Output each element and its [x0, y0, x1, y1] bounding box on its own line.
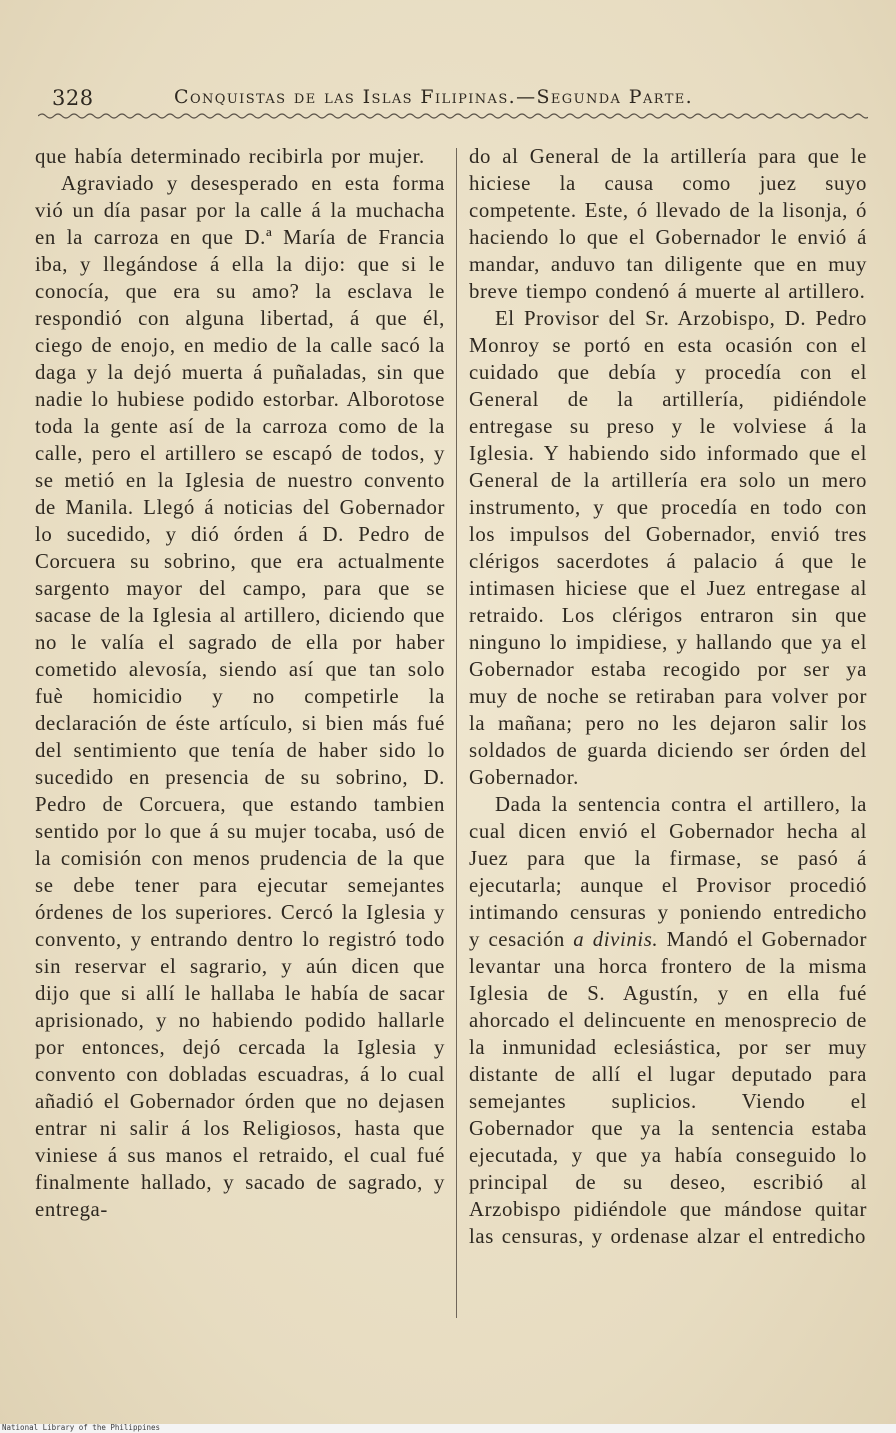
- header-wavy-rule: [38, 112, 868, 120]
- paragraph: [469, 791, 867, 1250]
- paragraph: Agraviado y desesperado en esta forma vió un día pasar por la calle á la muchacha en la carroza en que D.ª María de Francia iba, y llegándose á ella la dijo: que si le conocía, que era su amo? la esclava le respondió con alguna libertad, á que él, ciego de enojo, en medio de la calle sacó la daga y la dejó muerta á puñaladas, sin que nadie lo hubiese podido estorbar. Alborotose toda la gente así de la carroza como de la calle, pero el artillero se escapó de todos, y se metió en la Iglesia de nuestro convento de Manila. Llegó á noticias del Gobernador lo sucedido, y dió órden á D. Pedro de Corcuera su sobrino, que era actualmente sargento mayor del campo, para que se sacase de la Iglesia al artillero, diciendo que no le valía el sagrado de ella por haber cometido alevosía, siendo así que tan solo fuè homicidio y no competirle la declaración de éste artículo, si bien más fué del sentimiento que tenía de haber sido lo sucedido en presencia de su sobrino, D. Pedro de Corcuera, que estando tambien sentido por lo que á su mujer tocaba, usó de la comisión con menos prudencia de la que se debe tener para ejecutar semejantes órdenes de los superiores. Cercó la Iglesia y convento, y entrando dentro lo registró todo sin reservar el sagrario, y aún dicen que dijo que si allí le hallaba le había de sacar aprisionado, y no habiendo podido hallarle por entonces, dejó cercada la Iglesia y convento con dobladas escuadras, á lo cual añadió el Gobernador órden que no dejasen entrar ni salir á los Religiosos, hasta que viniese á sus manos el retraido, el cual fué finalmente hallado, y sacado de sagrado, y entrega-: [35, 172, 445, 1221]
- running-title: Conquistas de las Islas Filipinas.—Segunda Parte.: [174, 86, 694, 108]
- right-column: [469, 143, 867, 1250]
- paragraph: do al General de la artillería para que le hiciese la causa como juez suyo competente. Este, ó llevado de la lisonja, ó haciendo lo que el Gobernador le envió á mandar, anduvo tan diligente que en muy breve tiempo condenó á muerte al artillero.: [469, 145, 867, 303]
- paragraph: El Provisor del Sr. Arzobispo, D. Pedro Monroy se portó en esta ocasión con el cuidado que debía y procedía con el General de la artillería, pidiéndole entregase su preso y le volviese á la Iglesia. Y habiendo sido informado que el General de la artillería era solo un mero instrumento, y que procedía en todo con los impulsos del Gobernador, envió tres clérigos sacerdotes á palacio á que le intimasen hiciese que el Juez entregase al retraido. Los clérigos entraron sin que ninguno lo impidiese, y hallando que ya el Gobernador estaba recogido por ser ya muy de noche se retiraban para volver por la mañana; pero no les dejaron salir los soldados de guarda diciendo ser órden del Gobernador.: [469, 307, 867, 789]
- latin-phrase: a divinis.: [573, 928, 659, 951]
- paragraph-text: Dada la sentencia contra el artillero, la cual dicen envió el Gobernador hecha al Juez para que la firmase, se pasó á ejecutarla; aunque el Provisor procedió intimando censuras y poniendo entredicho y cesación: [469, 793, 867, 951]
- left-column: [35, 143, 445, 1223]
- paragraph: que había determinado recibirla por mujer.: [35, 145, 425, 168]
- page-number: 328: [52, 86, 94, 110]
- library-credit: National Library of the Philippines: [2, 1423, 161, 1432]
- column-divider: [456, 148, 457, 1318]
- paragraph-text: Mandó el Gobernador levantar una horca frontero de la misma Iglesia de S. Agustín, y en ella fué ahorcado el delincuente en menosprecio de la inmunidad eclesiástica, por ser muy distante de allí el lugar deputado para semejantes suplicios. Viendo el Gobernador que ya la sentencia estaba ejecutada, y que ya había conseguido lo principal de su deseo, escribió al Arzobispo pidiéndole que mándose quitar las censuras, y ordenase alzar el entredicho: [469, 928, 867, 1248]
